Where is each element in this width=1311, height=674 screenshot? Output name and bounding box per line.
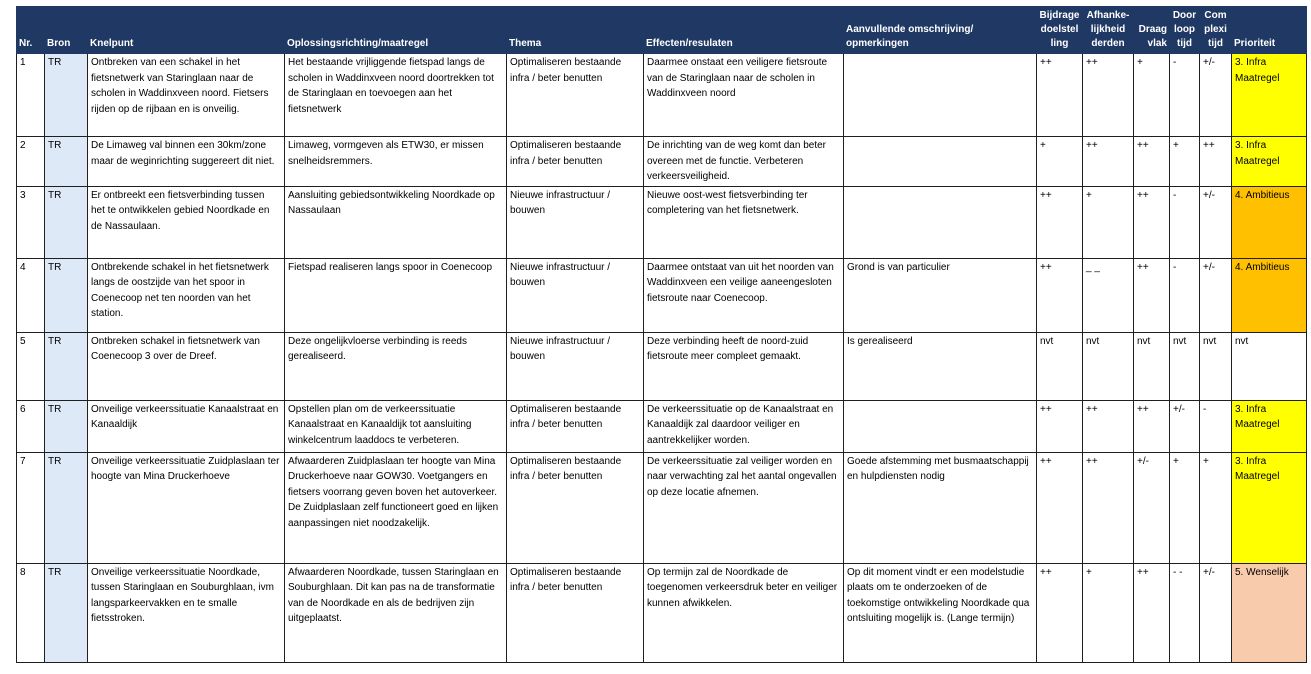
cell-draagvlak: +/-	[1134, 452, 1170, 563]
header-thema: Thema	[507, 7, 644, 54]
cell-prioriteit	[1232, 563, 1307, 662]
cell-afhankelijkheid: ++	[1083, 400, 1134, 452]
table-row	[17, 186, 1307, 258]
cell-aanvullend: Is gerealiseerd	[844, 332, 1037, 400]
cell-draagvlak: ++	[1134, 137, 1170, 187]
cell-afhankelijkheid: _ _	[1083, 258, 1134, 332]
cell-doorlooptijd: -	[1170, 258, 1200, 332]
cell-effecten: Deze verbinding heeft de noord-zuid fietsroute meer compleet gemaakt.	[644, 332, 844, 400]
cell-aanvullend: Op dit moment vindt er een modelstudie plaats om te onderzoeken of de toekomstige ontwikkeling Noordkade qua ontsluiting mogelijk is. (Lange termijn)	[844, 563, 1037, 662]
cell-nr: 1	[17, 54, 45, 137]
cell-oplossing: Afwaarderen Noordkade, tussen Staringlaan en Souburghlaan. Dit kan pas na de transformatie van de Noordkade en als de bedrijven zijn uitgeplaatst.	[285, 563, 507, 662]
cell-prioriteit	[1232, 400, 1307, 452]
cell-draagvlak: ++	[1134, 563, 1170, 662]
cell-aanvullend	[844, 186, 1037, 258]
cell-oplossing: Deze ongelijkvloerse verbinding is reeds gerealiseerd.	[285, 332, 507, 400]
header-oplossing: Oplossingsrichting/maatregel	[285, 7, 507, 54]
cell-bron: TR	[45, 452, 88, 563]
cell-bron: TR	[45, 563, 88, 662]
cell-bijdrage: ++	[1037, 54, 1083, 137]
table-row	[17, 137, 1307, 187]
cell-thema: Nieuwe infrastructuur / bouwen	[507, 332, 644, 400]
cell-thema: Optimaliseren bestaande infra / beter benutten	[507, 54, 644, 137]
cell-complexiteit: -	[1200, 400, 1232, 452]
cell-bron: TR	[45, 137, 88, 187]
prioriteit-label: Maatregel	[1235, 471, 1280, 482]
cell-nr: 5	[17, 332, 45, 400]
cell-effecten: Daarmee onstaat een veiligere fietsroute van de Staringlaan naar de scholen in Waddinxveen noord	[644, 54, 844, 137]
cell-bijdrage: ++	[1037, 186, 1083, 258]
header-doorlooptijd: Door loop tijd	[1170, 7, 1200, 54]
cell-bron: TR	[45, 258, 88, 332]
measures-table-container	[16, 6, 1306, 663]
prioriteit-label: Maatregel	[1235, 72, 1280, 84]
cell-bron: TR	[45, 332, 88, 400]
cell-complexiteit: ++	[1200, 137, 1232, 187]
header-afhankelijkheid: Afhanke- lijkheid derden	[1083, 7, 1134, 54]
header-nr: Nr.	[17, 7, 45, 54]
prioriteit-label: 5. Wenselijk	[1235, 566, 1289, 578]
header-aanvullend: Aanvullende omschrijving/ opmerkingen	[844, 7, 1037, 54]
cell-thema: Optimaliseren bestaande infra / beter benutten	[507, 137, 644, 187]
cell-afhankelijkheid: ++	[1083, 137, 1134, 187]
cell-thema: Optimaliseren bestaande infra / beter benutten	[507, 400, 644, 452]
cell-complexiteit: +/-	[1200, 186, 1232, 258]
cell-bijdrage: ++	[1037, 452, 1083, 563]
cell-draagvlak: ++	[1134, 400, 1170, 452]
cell-complexiteit: +	[1200, 452, 1232, 563]
header-complexiteit: Com plexi tijd	[1200, 7, 1232, 54]
cell-knelpunt: Onveilige verkeerssituatie Kanaalstraat en Kanaaldijk	[88, 400, 285, 452]
cell-bijdrage: ++	[1037, 563, 1083, 662]
cell-draagvlak: +	[1134, 54, 1170, 137]
table-row	[17, 54, 1307, 137]
cell-oplossing: Limaweg, vormgeven als ETW30, er missen snelheidsremmers.	[285, 137, 507, 187]
cell-prioriteit	[1232, 54, 1307, 137]
cell-nr: 3	[17, 186, 45, 258]
cell-thema: Optimaliseren bestaande infra / beter benutten	[507, 563, 644, 662]
header-bijdrage: Bijdrage doelstel ling	[1037, 7, 1083, 54]
cell-knelpunt: Ontbrekende schakel in het fietsnetwerk langs de oostzijde van het spoor in Coenecoop net ten noorden van het station.	[88, 258, 285, 332]
header-row	[17, 7, 1307, 54]
prioriteit-label: Maatregel	[1235, 419, 1280, 430]
cell-draagvlak: ++	[1134, 258, 1170, 332]
header-draagvlak: Draag vlak	[1134, 7, 1170, 54]
cell-doorlooptijd: - -	[1170, 563, 1200, 662]
cell-knelpunt: Onveilige verkeerssituatie Zuidplaslaan ter hoogte van Mina Druckerhoeve	[88, 452, 285, 563]
prioriteit-label: 4. Ambitieus	[1235, 261, 1290, 273]
header-knelpunt: Knelpunt	[88, 7, 285, 54]
cell-aanvullend	[844, 137, 1037, 187]
cell-nr: 2	[17, 137, 45, 187]
cell-nr: 6	[17, 400, 45, 452]
cell-afhankelijkheid: ++	[1083, 452, 1134, 563]
cell-knelpunt: De Limaweg val binnen een 30km/zone maar de weginrichting suggereert dit niet.	[88, 137, 285, 187]
cell-prioriteit	[1232, 332, 1307, 400]
prioriteit-label: 3. Infra	[1235, 140, 1267, 151]
prioriteit-label: 3. Infra	[1235, 57, 1267, 68]
cell-complexiteit: +/-	[1200, 563, 1232, 662]
cell-bijdrage: ++	[1037, 400, 1083, 452]
cell-effecten: De verkeerssituatie zal veiliger worden en naar verwachting zal het aantal ongevallen op deze locatie afnemen.	[644, 452, 844, 563]
table-body	[17, 54, 1307, 663]
cell-bijdrage: +	[1037, 137, 1083, 187]
cell-oplossing: Opstellen plan om de verkeerssituatie Kanaalstraat en Kanaaldijk tot aansluiting winkelcentrum laaddocs te verbeteren.	[285, 400, 507, 452]
cell-aanvullend	[844, 54, 1037, 137]
cell-thema: Nieuwe infrastructuur / bouwen	[507, 186, 644, 258]
cell-doorlooptijd: +	[1170, 452, 1200, 563]
cell-prioriteit	[1232, 258, 1307, 332]
cell-aanvullend: Grond is van particulier	[844, 258, 1037, 332]
cell-prioriteit	[1232, 452, 1307, 563]
cell-nr: 8	[17, 563, 45, 662]
cell-doorlooptijd: +/-	[1170, 400, 1200, 452]
cell-complexiteit: +/-	[1200, 258, 1232, 332]
cell-bron: TR	[45, 400, 88, 452]
cell-complexiteit: nvt	[1200, 332, 1232, 400]
cell-effecten: Nieuwe oost-west fietsverbinding ter completering van het fietsnetwerk.	[644, 186, 844, 258]
cell-effecten: De inrichting van de weg komt dan beter overeen met de functie. Verbeteren verkeersveiligheid.	[644, 137, 844, 187]
cell-draagvlak: nvt	[1134, 332, 1170, 400]
prioriteit-label: Maatregel	[1235, 155, 1280, 167]
cell-thema: Nieuwe infrastructuur / bouwen	[507, 258, 644, 332]
cell-knelpunt: Onveilige verkeerssituatie Noordkade, tussen Staringlaan en Souburghlaan, ivm langsparkeervakken en te smalle fietsstroken.	[88, 563, 285, 662]
cell-bron: TR	[45, 186, 88, 258]
cell-prioriteit	[1232, 137, 1307, 187]
cell-thema: Optimaliseren bestaande infra / beter benutten	[507, 452, 644, 563]
table-row	[17, 332, 1307, 400]
cell-effecten: Daarmee ontstaat van uit het noorden van Waddinxveen een veilige aaneengesloten fietsroute naar Coenecoop.	[644, 258, 844, 332]
prioriteit-label: 4. Ambitieus	[1235, 189, 1290, 201]
cell-afhankelijkheid: ++	[1083, 54, 1134, 137]
cell-oplossing: Het bestaande vrijliggende fietspad langs de scholen in Waddinxveen noord doortrekken tot de Staringlaan en toevoegen aan het fietsnetwerk	[285, 54, 507, 137]
cell-oplossing: Afwaarderen Zuidplaslaan ter hoogte van Mina Druckerhoeve naar GOW30. Voetgangers en fietsers voorrang geven boven het autoverkeer. De Zuidplaslaan zelf functioneert goed en lijken aanpassingen niet noodzakelijk.	[285, 452, 507, 563]
header-bron: Bron	[45, 7, 88, 54]
cell-effecten: Op termijn zal de Noordkade de toegenomen verkeersdruk beter en veiliger kunnen afwikkelen.	[644, 563, 844, 662]
cell-bron: TR	[45, 54, 88, 137]
table-row	[17, 563, 1307, 662]
cell-afhankelijkheid: nvt	[1083, 332, 1134, 400]
cell-knelpunt: Ontbreken van een schakel in het fietsnetwerk van Staringlaan naar de scholen in Waddinxveen noord. Fietsers rijden op de rijbaan en is onveilig.	[88, 54, 285, 137]
cell-bijdrage: nvt	[1037, 332, 1083, 400]
prioriteit-label: 3. Infra	[1235, 455, 1267, 467]
table-row	[17, 400, 1307, 452]
prioriteit-label: nvt	[1235, 335, 1249, 347]
table-row	[17, 452, 1307, 563]
cell-oplossing: Aansluiting gebiedsontwikkeling Noordkade op Nassaulaan	[285, 186, 507, 258]
cell-aanvullend	[844, 400, 1037, 452]
cell-nr: 7	[17, 452, 45, 563]
cell-knelpunt: Ontbreken schakel in fietsnetwerk van Coenecoop 3 over de Dreef.	[88, 332, 285, 400]
cell-aanvullend: Goede afstemming met busmaatschappij en hulpdiensten nodig	[844, 452, 1037, 563]
header-prioriteit: Prioriteit	[1232, 7, 1307, 54]
cell-bijdrage: ++	[1037, 258, 1083, 332]
prioriteit-label: 3. Infra	[1235, 403, 1267, 415]
cell-afhankelijkheid: +	[1083, 186, 1134, 258]
cell-knelpunt: Er ontbreekt een fietsverbinding tussen het te ontwikkelen gebied Noordkade en de Nassaulaan.	[88, 186, 285, 258]
cell-nr: 4	[17, 258, 45, 332]
cell-draagvlak: ++	[1134, 186, 1170, 258]
cell-doorlooptijd: +	[1170, 137, 1200, 187]
cell-complexiteit: +/-	[1200, 54, 1232, 137]
cell-prioriteit	[1232, 186, 1307, 258]
measures-table	[16, 6, 1307, 663]
cell-doorlooptijd: nvt	[1170, 332, 1200, 400]
cell-doorlooptijd: -	[1170, 54, 1200, 137]
header-effecten: Effecten/resulaten	[644, 7, 844, 54]
cell-oplossing: Fietspad realiseren langs spoor in Coenecoop	[285, 258, 507, 332]
table-row	[17, 258, 1307, 332]
cell-effecten: De verkeerssituatie op de Kanaalstraat en Kanaaldijk zal daardoor veiliger en aantrekkelijker worden.	[644, 400, 844, 452]
cell-doorlooptijd: -	[1170, 186, 1200, 258]
cell-afhankelijkheid: +	[1083, 563, 1134, 662]
